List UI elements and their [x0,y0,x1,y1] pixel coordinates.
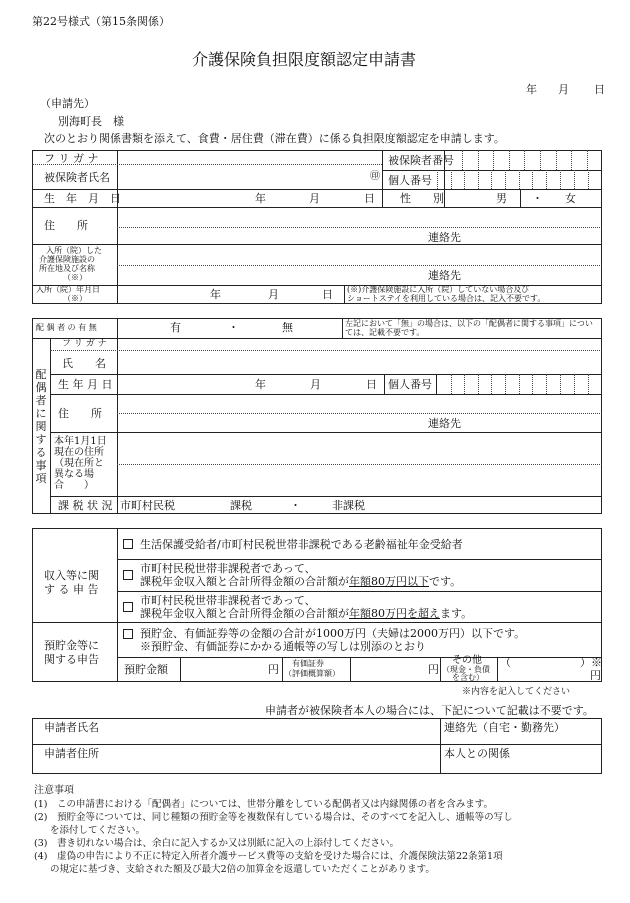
admit-note-1: (※)介護保険施設に入所（院）していない場合及び [347,285,530,294]
spouse-note-1: 左記において「無」の場合は、以下の「配偶者に関する事項」につい [345,319,593,328]
securities-label-1: 有価証券 [292,659,324,668]
note-2b: を添付してください。 [50,825,146,836]
income-option-3-checkbox[interactable] [123,602,133,612]
applicant-relation-label: 本人との関係 [444,747,510,760]
admit-label-1: 入所（院）年月日 [36,285,100,294]
income-option-3-line1: 市町村民税世帯非課税者であって、 [140,594,316,607]
note-4a: (4) 虚偽の申告により不正に特定入所者介護サービス費等の支給を受けた場合には、介護保険法第22条第1項 [34,851,503,862]
fill-note: ※内容を記入してください [462,687,571,697]
income-option-2-line2: 課税年金収入額と合計所得金額の合計額が年額80万円以下です。 [140,575,462,588]
addressee-label: （申請先） [40,97,95,110]
spouse-presence-label: 配 偶 者 の 有 無 [36,323,97,332]
spouse-no[interactable]: 無 [282,321,293,334]
note-2a: (2) 預貯金等については、同じ種類の預貯金等を複数保有している場合は、そのすべてを記入し、通帳等の写し [34,812,513,823]
address-contact-label: 連絡先 [428,231,461,244]
tax-dot: ・ [290,499,301,512]
seal-mark: ㊞ [370,171,380,182]
savings-label-1: 預貯金等に [44,639,99,652]
sex-male[interactable]: 男 [496,192,507,205]
savings-text-1: 預貯金、有価証券等の金額の合計が1000万円（夫婦は2000万円）以下です。 [140,627,526,640]
insured-number-label: 被保険者番号 [388,154,454,167]
income-option-2-checkbox[interactable] [123,570,133,580]
other-yen: 円 [590,669,601,682]
tax-no[interactable]: 非課税 [332,499,365,512]
applicant-address-label: 申請者住所 [44,747,99,760]
birth-label: 生 年 月 日 [44,192,121,205]
income-label-2: す る 申 告 [44,583,99,596]
spouse-personal-number-label: 個人番号 [388,378,432,391]
sex-dot: ・ [532,192,543,205]
page-title: 介護保険負担限度額認定申請書 [192,50,417,69]
admit-day: 日 [322,288,333,301]
spouse-birth-month: 月 [310,378,321,391]
spouse-address-label: 住 所 [58,407,102,420]
applicant-name-label: 申請者氏名 [44,721,99,734]
admit-year: 年 [210,288,221,301]
admit-label-2: （※） [63,294,87,303]
spouse-yes[interactable]: 有 [170,321,181,334]
other-paren-close: ）※ [580,656,602,669]
note-1: (1) この申請書における「配偶者」については、世帯分離をしている配偶者又は内縁関係の者を含みます。 [34,799,494,810]
intro-text: 次のとおり関係書類を添えて、食費・居住費（滞在費）に係る負担限度額認定を申請します。 [44,132,505,145]
addressee: 別海町長 様 [58,115,124,128]
facility-contact-label: 連絡先 [428,269,461,282]
sex-female[interactable]: 女 [565,192,576,205]
savings-label-2: 関する申告 [44,653,99,666]
other-label: その他 [452,655,482,666]
deposit-yen: 円 [268,663,279,676]
spouse-birth-year: 年 [255,378,266,391]
applicant-contact-label: 連絡先（自宅・勤務先） [444,721,565,734]
birth-day: 日 [364,192,375,205]
spouse-dot: ・ [228,321,239,334]
income-label-1: 収入等に関 [44,569,99,582]
tax-city-label: 市町村民税 [120,499,175,512]
spouse-jan1-label: 本年1月1日 現在の住所 （現在所と 異なる場 合 ） [54,436,107,491]
notes-title: 注意事項 [34,785,74,796]
facility-label-2: 介護保険施設の [39,255,95,264]
form-number: 第22号様式（第15条関係） [32,15,170,28]
address-label: 住 所 [44,219,88,232]
admit-month: 月 [268,288,279,301]
income-option-1-checkbox[interactable] [123,539,133,549]
savings-checkbox[interactable] [123,629,133,639]
facility-label-1: 入所（院）した [46,246,102,255]
securities-yen: 円 [428,663,439,676]
other-paren-open: （ [500,656,511,669]
spouse-note-2: ては、記載不要です。 [345,328,425,337]
other-label-2: （現金・負債 [442,665,490,674]
tax-yes[interactable]: 課税 [230,499,252,512]
spouse-name-label: 氏 名 [62,357,106,370]
birth-month: 月 [309,192,320,205]
other-label-3: を含む） [452,673,484,682]
spouse-contact-label: 連絡先 [428,417,461,430]
date-day-label: 日 [594,83,605,96]
note-3: (3) 書き切れない場合は、余白に記入するか又は別紙に記入の上添付してください。 [34,838,399,849]
date-month-label: 月 [558,83,569,96]
note-4b: の規定に基づき、支給された額及び最大2倍の加算金を返還していただくことがあります。 [50,864,435,875]
facility-label-4: （※） [63,273,87,282]
spouse-birth-day: 日 [366,378,377,391]
income-option-2-line1: 市町村民税世帯非課税者であって、 [140,562,316,575]
tax-status-label: 課 税 状 況 [58,499,113,512]
admit-note-2: ショートステイを利用している場合は、記入不要です。 [347,294,546,303]
income-option-1-text: 生活保護受給者/市町村民税世帯非課税である老齢福祉年金受給者 [140,538,463,551]
sex-label: 性 別 [400,192,444,205]
insured-furigana-label: フ リ ガ ナ [44,152,99,165]
securities-label-2: （評価概算額） [284,669,340,678]
spouse-furigana-label: フ リ ガ ナ [62,339,107,349]
spouse-birth-label: 生 年 月 日 [58,378,113,391]
date-year-label: 年 [526,83,537,96]
insured-name-label: 被保険者氏名 [44,171,110,184]
facility-label-3: 所在地及び名称 [39,264,95,273]
birth-year: 年 [255,192,266,205]
deposit-label: 預貯金額 [124,663,168,676]
savings-text-2: ※預貯金、有価証券にかかる通帳等の写しは別添のとおり [140,640,426,653]
personal-number-label: 個人番号 [388,174,432,187]
spouse-side-label: 配 偶 者 に 関 す る 事 項 [35,368,47,485]
applicant-note: 申請者が被保険者本人の場合には、下記について記載は不要です。 [265,704,594,717]
income-option-3-line2: 課税年金収入額と合計所得金額の合計額が年額80万円を超えます。 [140,607,473,620]
